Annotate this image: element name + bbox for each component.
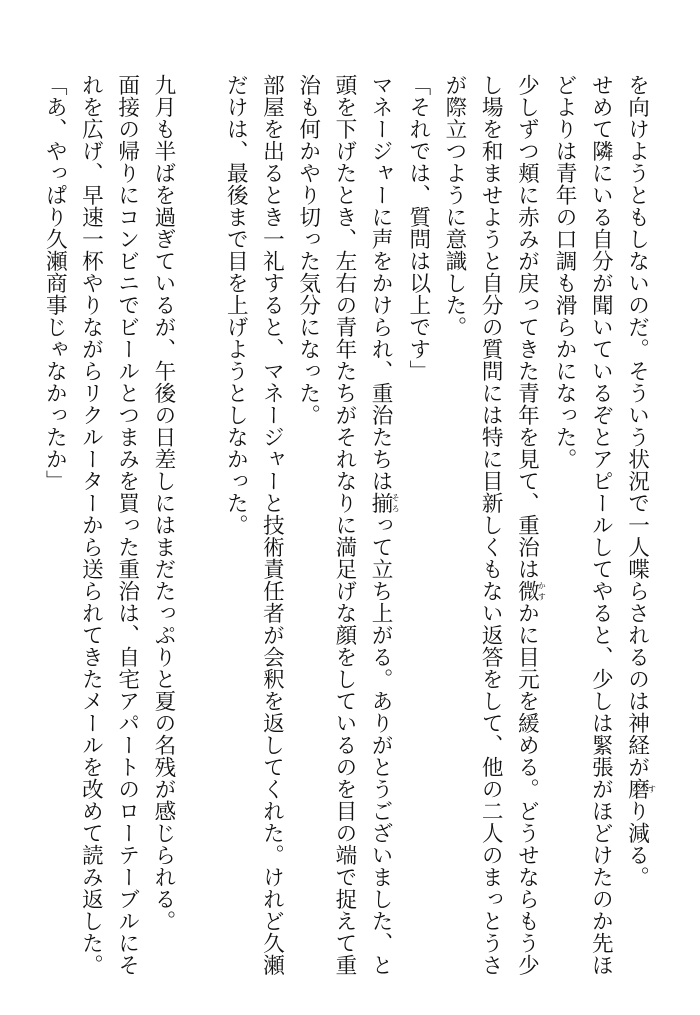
- ruby-suri: 磨す: [624, 778, 657, 800]
- paragraph-7: 九月も半ばを過ぎているが、午後の日差しにはまだたっぷりと夏の名残が感じられる。: [150, 74, 176, 932]
- paragraph-6: 部屋を出るとき一礼すると、マネージャーと技術責任者が会釈を返してくれた。けれど久瀬だけは、最後まで目を上げようとしなかった。: [223, 74, 285, 976]
- paragraph-3: 少しずつ頬に赤みが戻ってきた青年を見て、重治は微かすかに目元を緩める。どうせならもう少し場を和ませようと自分の質問には特に目新しくもない返答をして、他の二人のまっとうさが際立つように意識した。: [441, 74, 547, 976]
- paragraph-8: 面接の帰りにコンビニでビールとつまみを買った重治は、自宅アパートのローテーブルにそれを広げ、早速一杯やりながらリクルーターから送られてきたメールを改めて読み返した。: [78, 74, 140, 976]
- paragraph-2: せめて隣にいる自分が聞いているぞとアピールしてやると、少しは緊張がほどけたのか先ほどよりは青年の口調も滑らかになった。: [552, 74, 614, 976]
- ruby-soro: 揃そろ: [368, 492, 401, 514]
- paragraph-9-dialogue: 「あ、やっぱり久瀬商事じゃなかったか」: [42, 74, 68, 492]
- vertical-text-body: [36, 74, 656, 986]
- paragraph-4-dialogue: 「それでは、質問は以上です」: [405, 74, 431, 382]
- paragraph-1: を向けようともしないのだ。そういう状況で一人喋らされるのは神経が磨すり減る。: [624, 74, 657, 888]
- ruby-kasu: 微かす: [514, 580, 547, 602]
- paragraph-5: マネージャーに声をかけられ、重治たちは揃そろって立ち上がる。ありがとうございました、と頭を下げたとき、左右の青年たちがそれなりに満足げな顔をしているのを目の端で捉えて重治も何かやり切った気分になった。: [295, 74, 401, 976]
- section-break: [181, 74, 217, 986]
